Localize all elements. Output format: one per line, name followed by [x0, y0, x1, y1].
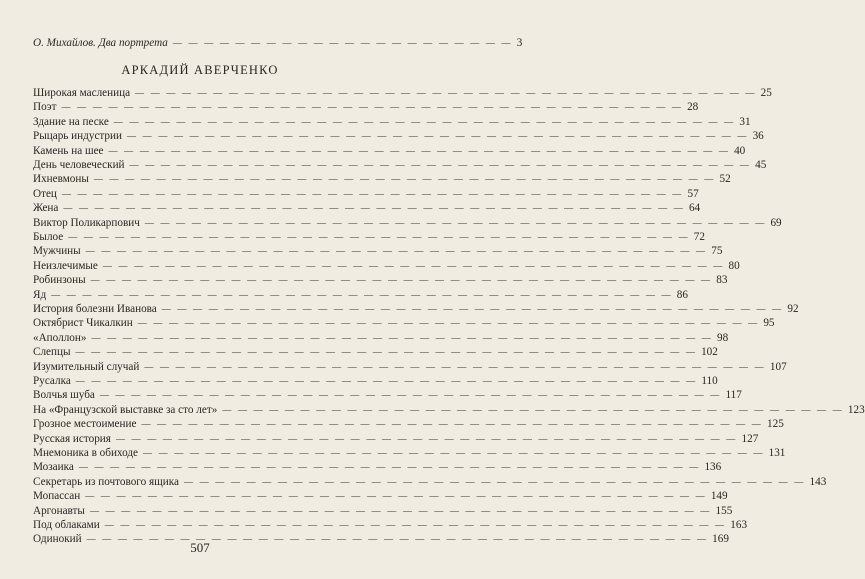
- toc-entry-page: 149: [710, 490, 728, 503]
- toc-entry-page: 169: [712, 533, 729, 546]
- toc-entry: [33, 302, 799, 316]
- toc-entry-page: 131: [768, 447, 786, 459]
- toc-entry-page: 92: [787, 303, 799, 315]
- toc-entry: [33, 417, 784, 431]
- toc-entry-page: 86: [676, 288, 688, 301]
- toc-entry-title: Здание на песке: [33, 115, 109, 128]
- toc-entry: [33, 100, 699, 114]
- toc-entry: [33, 244, 723, 258]
- toc-entry: [33, 288, 688, 302]
- toc-entry-page: 117: [725, 389, 742, 402]
- toc-leader: — — — — — — — — — — — — — — — — — — — — — — — — — — — — — — — — — — — — — — — —: [127, 131, 749, 142]
- toc-leader: — — — — — — — — — — — — — — — — — — — — — — — — — — — — — — — — — — — — — — — —: [89, 505, 712, 516]
- toc-entry: [33, 158, 767, 172]
- toc-entry-page: 163: [730, 519, 748, 531]
- toc-entry-title: Грозное местоимение: [33, 418, 137, 431]
- toc-leader: — — — — — — — — — — — — — — — — — — — — — — — — — — — — — — — — — — — — — — — —: [108, 145, 731, 156]
- toc-entry-page: 136: [704, 461, 722, 474]
- toc-entry-title: Мозаика: [33, 461, 74, 474]
- toc-entry-page: 72: [693, 231, 705, 243]
- toc-entry-page: 69: [770, 216, 782, 229]
- toc-leader: — — — — — — — — — — — — — — — — — — — — — — — — — — — — — — — — — — — — — — — —: [141, 419, 764, 430]
- toc-entry-title: Одинокий: [33, 533, 82, 546]
- toc-entry-title: Слепцы: [33, 346, 71, 359]
- toc-entry-title: Октябрист Чикалкин: [33, 317, 133, 330]
- toc-entry: [33, 144, 746, 158]
- toc-leader: — — — — — — — — — — — — — — — — — — — — — — — — — — — — — — — — — — — — — — — —: [104, 520, 727, 530]
- toc-entry: [33, 273, 728, 287]
- toc-leader: — — — — — — — — — — — — — — — — — — — — — — — — — — — — — — — — — — — — — — — —: [90, 275, 713, 286]
- toc-entry: [33, 316, 775, 330]
- toc-entry-page: 155: [715, 504, 733, 517]
- toc-entry: [33, 86, 772, 100]
- toc-leader: — — — — — — — — — — — — — — — — — — — — — — — — — — — — — — — — — — — — — — — —: [85, 246, 708, 257]
- toc-entry-page: 123: [847, 403, 865, 416]
- toc-leader: — — — — — — — — — — — — — — — — — — — — — —: [172, 38, 513, 48]
- toc-entry-page: 40: [734, 144, 746, 157]
- toc-leader: — — — — — — — — — — — — — — — — — — — — — — — — — — — — — — — — — — — — — — — —: [86, 534, 709, 545]
- toc-entry-title: Робинзоны: [33, 274, 86, 287]
- toc-leader: — — — — — — — — — — — — — — — — — — — — — — — — — — — — — — — — — — — — — — — —: [113, 116, 736, 127]
- toc-entry: [33, 475, 827, 489]
- toc-entry: [33, 504, 733, 518]
- toc-entry: [33, 172, 731, 186]
- toc-entry-title: Аргонавты: [33, 504, 85, 517]
- toc-leader: — — — — — — — — — — — — — — — — — — — — — — — — — — — — — — — — — — — — — — — —: [85, 491, 707, 502]
- toc-leader: — — — — — — — — — — — — — — — — — — — — — — — — — — — — — — — — — — — — — — — —: [78, 462, 701, 473]
- toc-entry-title: Под облаками: [33, 519, 100, 531]
- toc-entry-page: 52: [719, 173, 731, 186]
- toc-entry-title: Былое: [33, 231, 64, 243]
- toc-entry-page: 25: [760, 87, 772, 99]
- toc-entry-title: Русская история: [33, 432, 111, 445]
- toc-entry-page: 75: [711, 245, 723, 258]
- toc-entry-page: 127: [741, 432, 759, 445]
- toc-leader: — — — — — — — — — — — — — — — — — — — — — — — — — — — — — — — — — — — — — — — —: [144, 217, 767, 228]
- toc-entry: [33, 518, 748, 532]
- toc-leader: — — — — — — — — — — — — — — — — — — — — — — — — — — — — — — — — — — — — — — — —: [115, 433, 738, 444]
- toc-entry-title: Отец: [33, 187, 57, 200]
- toc-leader: — — — — — — — — — — — — — — — — — — — — — — — — — — — — — — — — — — — — — — — —: [91, 332, 714, 343]
- toc-entry-title: Изумительный случай: [33, 360, 140, 373]
- toc-entry-title: Жена: [33, 202, 59, 215]
- toc-entry-title: Волчья шуба: [33, 389, 95, 402]
- toc-leader: — — — — — — — — — — — — — — — — — — — — — — — — — — — — — — — — — — — — — — — —: [144, 361, 766, 372]
- toc-leader: — — — — — — — — — — — — — — — — — — — — — — — — — — — — — — — — — — — — — — — —: [102, 260, 725, 271]
- toc-leader: — — — — — — — — — — — — — — — — — — — — — — — — — — — — — — — — — — — — — — — —: [137, 318, 760, 329]
- toc-entry-title: На «Французской выставке за сто лет»: [33, 403, 218, 416]
- toc-entry-title: О. Михайлов. Два портрета: [33, 37, 168, 49]
- toc-entry: [33, 446, 786, 460]
- toc-entry-page: 57: [687, 187, 699, 200]
- toc-entry-page: 64: [688, 202, 701, 215]
- toc-entry-title: День человеческий: [33, 159, 125, 171]
- toc-entry: [33, 432, 759, 446]
- toc-entry: [33, 345, 718, 359]
- toc-entry-title: Неизлечимые: [33, 259, 98, 272]
- toc-entry-page: 28: [687, 101, 699, 114]
- toc-entry-page: 107: [769, 360, 787, 373]
- toc-entry-page: 80: [728, 259, 740, 272]
- toc-entry: [33, 360, 787, 374]
- toc-entry: [33, 388, 742, 402]
- toc-entry-title: История болезни Иванова: [33, 303, 157, 315]
- toc-entry: [33, 331, 729, 345]
- toc-entry-title: Камень на шее: [33, 144, 104, 157]
- toc-entry: [33, 489, 728, 503]
- toc-entry: [33, 230, 705, 244]
- toc-entry-title: Яд: [33, 288, 47, 301]
- toc-entry-page: 143: [809, 475, 827, 488]
- toc-entry: [33, 259, 740, 273]
- toc-leader: — — — — — — — — — — — — — — — — — — — — — — — — — — — — — — — — — — — — — — — —: [75, 347, 698, 358]
- toc-entry-title: Рыцарь индустрии: [33, 130, 123, 143]
- toc-entry-page: 95: [763, 317, 775, 330]
- toc-leader: — — — — — — — — — — — — — — — — — — — — — — — — — — — — — — — — — — — — — — — —: [63, 203, 685, 214]
- toc-leader: — — — — — — — — — — — — — — — — — — — — — — — — — — — — — — — — — — — — — — — —: [135, 88, 757, 98]
- toc-entry-title: Широкая масленица: [33, 87, 131, 99]
- toc-leader: — — — — — — — — — — — — — — — — — — — — — — — — — — — — — — — — — — — — — — — —: [161, 304, 784, 314]
- toc-entry: [33, 129, 764, 143]
- toc-entry-page: 45: [755, 159, 767, 171]
- toc-entry: [33, 374, 718, 388]
- toc-entry-title: Секретарь из почтового ящика: [33, 475, 179, 488]
- toc-entry-page: 83: [716, 274, 728, 287]
- toc-entry-title: Мопассан: [33, 490, 81, 503]
- toc-leader: — — — — — — — — — — — — — — — — — — — — — — — — — — — — — — — — — — — — — — — —: [61, 102, 684, 113]
- toc-entry-title: Мужчины: [33, 245, 81, 258]
- toc-entry: [33, 460, 722, 474]
- toc-entry-page: 36: [752, 130, 764, 143]
- toc-entry-title: Ихневмоны: [33, 173, 89, 186]
- toc-entry: [33, 115, 751, 129]
- toc-entry-title: «Аполлон»: [33, 331, 87, 344]
- toc-leader: — — — — — — — — — — — — — — — — — — — — — — — — — — — — — — — — — — — — — — — —: [143, 448, 765, 458]
- toc-entry-title: Поэт: [33, 101, 57, 114]
- toc-leader: — — — — — — — — — — — — — — — — — — — — — — — — — — — — — — — — — — — — — — — —: [222, 404, 844, 415]
- toc-leader: — — — — — — — — — — — — — — — — — — — — — — — — — — — — — — — — — — — — — — — —: [75, 376, 698, 386]
- toc-leader: — — — — — — — — — — — — — — — — — — — — — — — — — — — — — — — — — — — — — — — —: [61, 188, 684, 199]
- toc-entry-title: Русалка: [33, 375, 71, 387]
- toc-entry-intro: [33, 36, 523, 50]
- toc-entry-title: Мнемоника в обиходе: [33, 447, 139, 459]
- section-heading: АРКАДИЙ АВЕРЧЕНКО: [121, 63, 279, 77]
- toc-entry-page: 102: [701, 346, 718, 359]
- toc-leader: — — — — — — — — — — — — — — — — — — — — — — — — — — — — — — — — — — — — — — — —: [183, 476, 806, 487]
- toc-leader: — — — — — — — — — — — — — — — — — — — — — — — — — — — — — — — — — — — — — — — —: [129, 160, 752, 170]
- toc-entry-page: 98: [717, 331, 729, 344]
- toc-entry-page: 110: [701, 375, 718, 387]
- page-number: 507: [190, 540, 210, 555]
- toc-entry: [33, 201, 701, 215]
- toc-entry: [33, 403, 865, 417]
- toc-leader: — — — — — — — — — — — — — — — — — — — — — — — — — — — — — — — — — — — — — — — —: [99, 390, 722, 401]
- toc-leader: — — — — — — — — — — — — — — — — — — — — — — — — — — — — — — — — — — — — — — — —: [93, 174, 716, 185]
- toc-entry-page: 31: [739, 115, 751, 128]
- toc-entry-title: Виктор Поликарпович: [33, 216, 140, 229]
- toc-leader: — — — — — — — — — — — — — — — — — — — — — — — — — — — — — — — — — — — — — — — —: [68, 232, 690, 242]
- toc-entry: [33, 216, 782, 230]
- toc-leader: — — — — — — — — — — — — — — — — — — — — — — — — — — — — — — — — — — — — — — — —: [51, 289, 673, 300]
- toc-entry-page: 125: [767, 418, 784, 431]
- toc-entry-page: 3: [516, 37, 523, 49]
- toc-entry: [33, 187, 699, 201]
